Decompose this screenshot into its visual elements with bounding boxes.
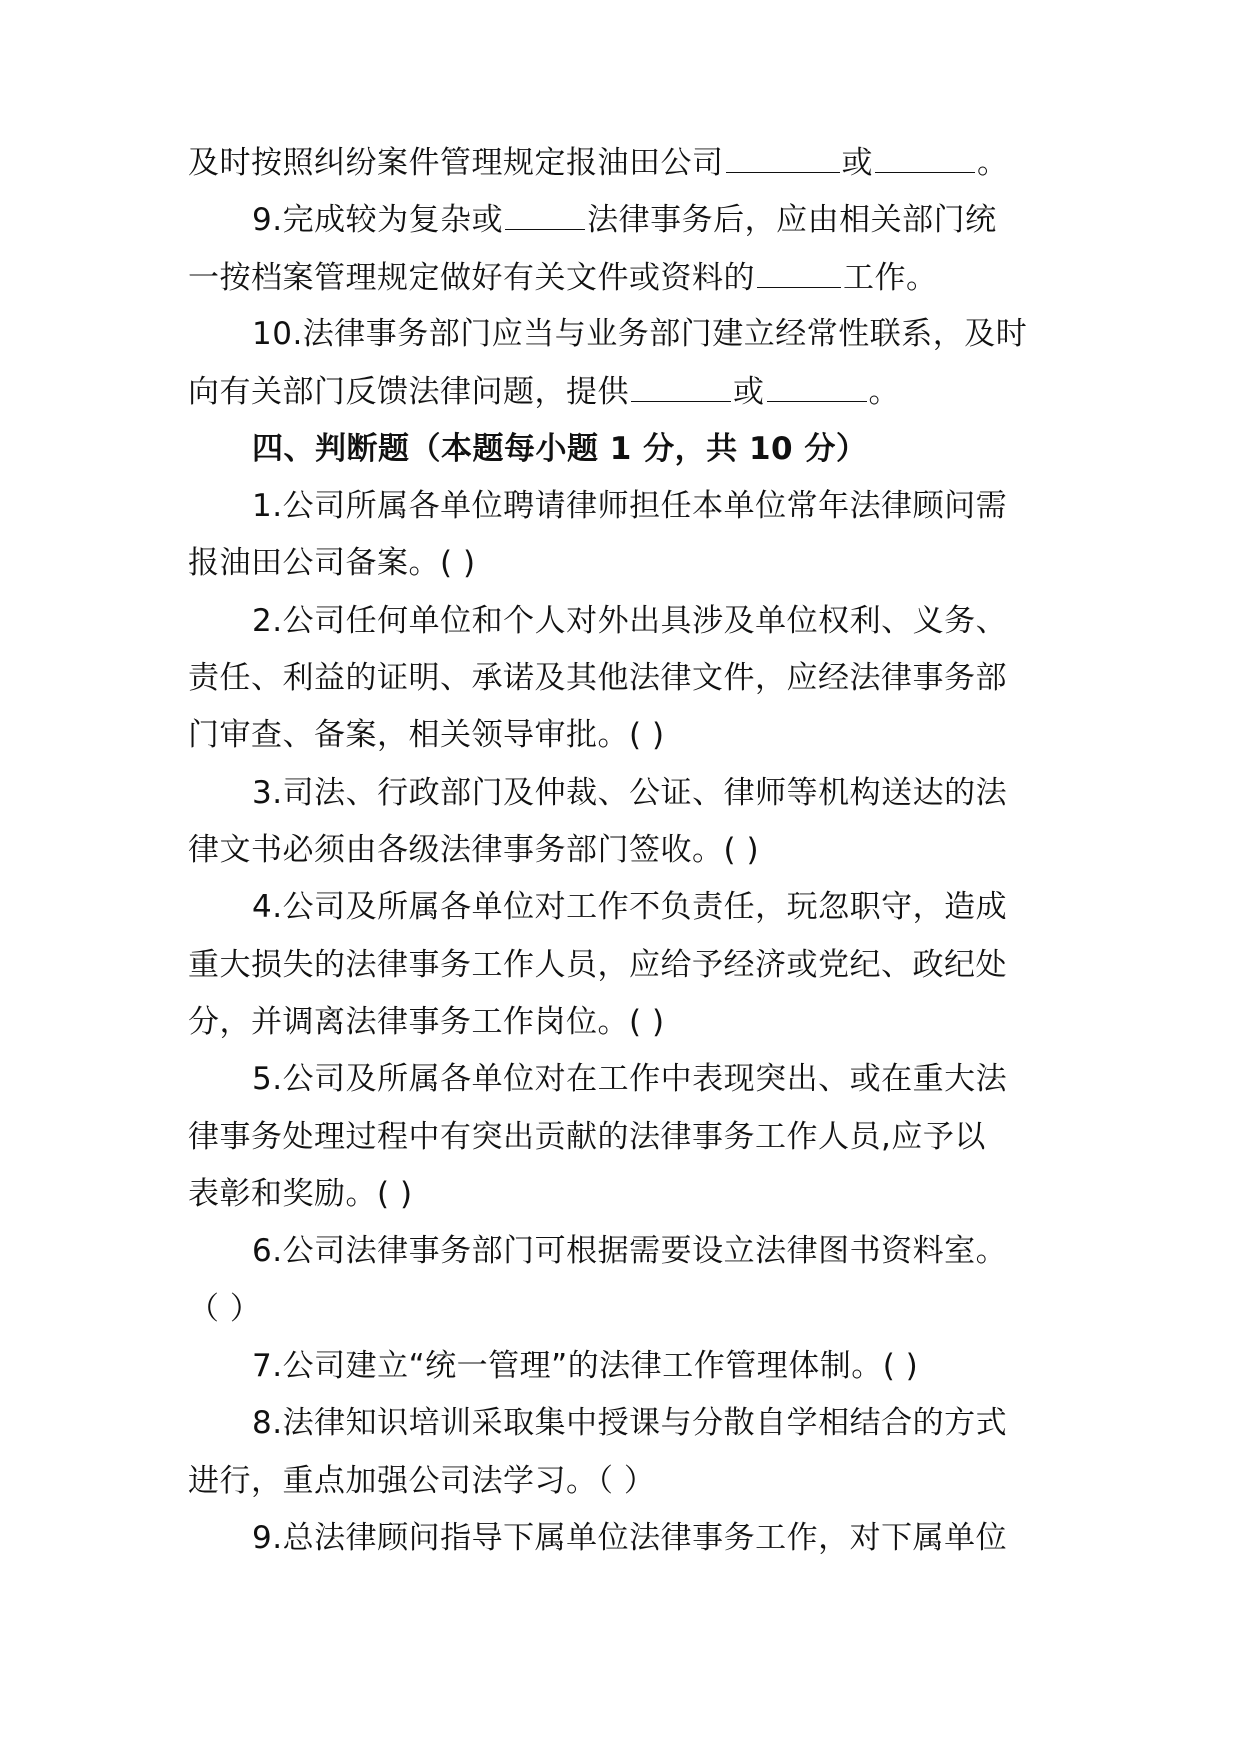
text-segment: 报油田公司备案。( ) bbox=[188, 545, 476, 581]
text-segment: 7.公司建立“统一管理”的法律工作管理体制。( ) bbox=[252, 1348, 919, 1384]
section-heading bbox=[252, 429, 867, 469]
heading-text: 四、判断题（本题每小题 1 分，共 10 分） bbox=[252, 431, 868, 467]
text-segment: 1.公司所属各单位聘请律师担任本单位常年法律顾问需 bbox=[252, 488, 1008, 524]
text-segment: 责任、利益的证明、承诺及其他法律文件，应经法律事务部 bbox=[188, 660, 1007, 696]
text-segment: 9.完成较为复杂或 bbox=[252, 202, 504, 238]
text-segment: 及时按照纠纷案件管理规定报油田公司 bbox=[188, 145, 724, 181]
question-line bbox=[188, 1289, 261, 1329]
text-segment: 律文书必须由各级法律事务部门签收。( ) bbox=[188, 832, 760, 868]
question-line bbox=[252, 486, 1007, 526]
text-segment: 向有关部门反馈法律问题，提供 bbox=[188, 374, 629, 410]
question-line bbox=[252, 887, 1007, 927]
text-segment: 6.公司法律事务部门可根据需要设立法律图书资料室。 bbox=[252, 1233, 1008, 1269]
fill-blank bbox=[631, 371, 731, 402]
question-line bbox=[252, 1346, 918, 1386]
text-line bbox=[252, 314, 1027, 354]
question-line bbox=[188, 1461, 655, 1501]
text-segment: 分，并调离法律事务工作岗位。( ) bbox=[188, 1004, 665, 1040]
text-segment: 进行，重点加强公司法学习。（ ） bbox=[188, 1463, 656, 1499]
question-line bbox=[252, 1403, 1007, 1443]
text-segment: 。 bbox=[977, 145, 1009, 181]
text-segment: 门审查、备案，相关领导审批。( ) bbox=[188, 717, 665, 753]
question-line bbox=[188, 830, 759, 870]
text-segment: 法律事务后，应由相关部门统 bbox=[587, 202, 997, 238]
text-segment: 。 bbox=[868, 374, 900, 410]
text-segment: 或 bbox=[841, 145, 873, 181]
fill-blank bbox=[505, 199, 585, 230]
question-line bbox=[188, 1117, 986, 1157]
text-line bbox=[188, 142, 1009, 182]
text-segment: （ ） bbox=[188, 1291, 262, 1327]
text-segment: 5.公司及所属各单位对在工作中表现突出、或在重大法 bbox=[252, 1061, 1008, 1097]
text-segment: 3.司法、行政部门及仲裁、公证、律师等机构送达的法 bbox=[252, 775, 1008, 811]
question-line bbox=[188, 1002, 665, 1042]
text-segment: 8.法律知识培训采取集中授课与分散自学相结合的方式 bbox=[252, 1405, 1008, 1441]
question-line bbox=[188, 945, 1007, 985]
text-line bbox=[188, 371, 900, 411]
text-segment: 律事务处理过程中有突出贡献的法律事务工作人员,应予以 bbox=[188, 1119, 986, 1155]
question-line bbox=[252, 773, 1007, 813]
question-line bbox=[252, 1059, 1007, 1099]
text-segment: 2.公司任何单位和个人对外出具涉及单位权利、义务、 bbox=[252, 603, 1008, 639]
question-line bbox=[188, 715, 665, 755]
text-line bbox=[188, 257, 938, 297]
fill-blank bbox=[767, 371, 867, 402]
text-segment: 4.公司及所属各单位对工作不负责任，玩忽职守，造成 bbox=[252, 889, 1008, 925]
text-segment: 10.法律事务部门应当与业务部门建立经常性联系，及时 bbox=[252, 316, 1028, 352]
question-line bbox=[252, 1231, 1007, 1271]
text-segment: 重大损失的法律事务工作人员，应给予经济或党纪、政纪处 bbox=[188, 947, 1007, 983]
text-segment: 表彰和奖励。( ) bbox=[188, 1176, 413, 1212]
text-segment: 或 bbox=[733, 374, 765, 410]
question-line bbox=[188, 543, 476, 583]
text-segment: 一按档案管理规定做好有关文件或资料的 bbox=[188, 260, 755, 296]
fill-blank bbox=[757, 257, 841, 288]
fill-blank bbox=[875, 142, 975, 173]
text-line bbox=[252, 199, 997, 239]
question-line bbox=[188, 658, 1007, 698]
question-line bbox=[188, 1174, 413, 1214]
question-line bbox=[252, 601, 1007, 641]
text-segment: 工作。 bbox=[843, 260, 938, 296]
text-segment: 9.总法律顾问指导下属单位法律事务工作，对下属单位 bbox=[252, 1520, 1008, 1556]
question-line bbox=[252, 1518, 1007, 1558]
fill-blank bbox=[726, 142, 840, 173]
